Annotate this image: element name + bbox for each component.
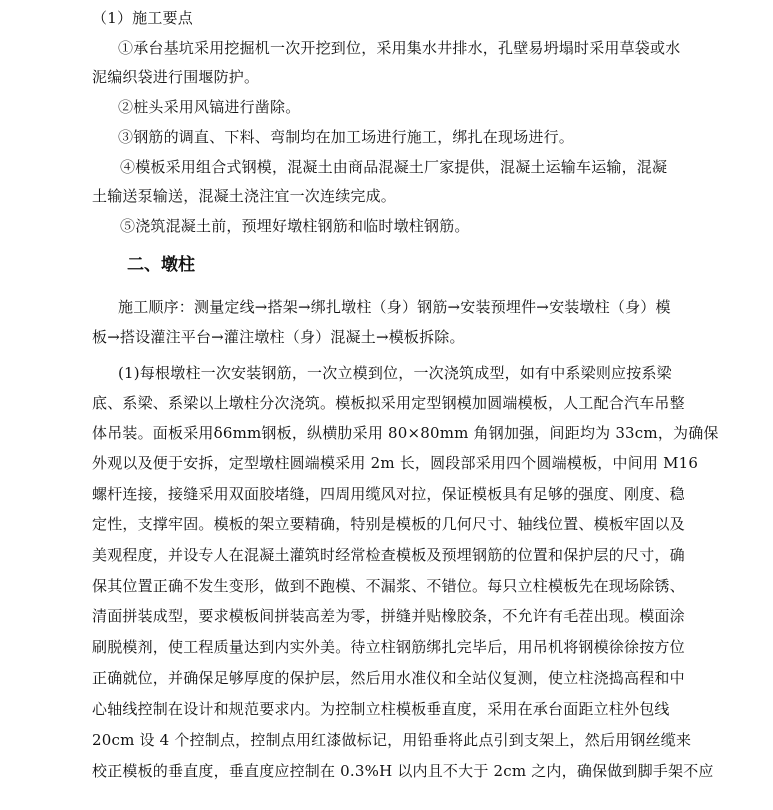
item-4-line-2: 土输送泵输送，混凝土浇注宜一次连续完成。 bbox=[92, 187, 397, 205]
para-line: 体吊装。面板采用δ6mm钢板，纵横肋采用 80×80mm 角钢加强，间距均为 33cm，为确保 bbox=[92, 424, 719, 442]
para-line: 正确就位，并确保足够厚度的保护层，然后用水准仪和全站仪复测，使立柱浇捣高程和中 bbox=[92, 669, 685, 687]
para-line: 清面拼装成型，要求模板间拼装高差为零，拼缝并贴橡胶条，不允许有毛茬出现。模面涂 bbox=[92, 607, 685, 625]
para-line: 外观以及便于安拆，定型墩柱圆端模采用 2m 长，圆段部采用四个圆端模板，中间用 M16 bbox=[92, 454, 699, 472]
item-2-line-1: ②桩头采用风镐进行凿除。 bbox=[118, 98, 301, 116]
item-5-line-1: ⑤浇筑混凝土前，预埋好墩柱钢筋和临时墩柱钢筋。 bbox=[120, 217, 470, 235]
para-line: 螺杆连接，接缝采用双面胶堵缝，四周用缆风对拉，保证模板具有足够的强度、刚度、稳 bbox=[92, 485, 685, 503]
para-line: 底、系梁、系梁以上墩柱分次浇筑。模板拟采用定型钢模加圆端模板，人工配合汽车吊整 bbox=[92, 394, 685, 412]
para-line: 20cm 设 4 个控制点，控制点用红漆做标记，用铅垂将此点引到支架上，然后用钢丝缆来 bbox=[92, 731, 692, 749]
item-1-line-1: ①承台基坑采用挖掘机一次开挖到位，采用集水井排水，孔壁易坍塌时采用草袋或水 bbox=[118, 39, 681, 57]
para-line: 保其位置正确不发生变形，做到不跑模、不漏浆、不错位。每只立柱模板先在现场除锈、 bbox=[92, 577, 685, 595]
para-line: (1)每根墩柱一次安装钢筋，一次立模到位，一次浇筑成型，如有中系梁则应按系梁 bbox=[118, 364, 672, 382]
para-line: 定性，支撑牢固。模板的架立要精确，特别是模板的几何尺寸、轴线位置、模板牢固以及 bbox=[92, 515, 685, 533]
item-4-line-1: ④模板采用组合式钢模，混凝土由商品混凝土厂家提供，混凝土运输车运输，混凝 bbox=[120, 158, 668, 176]
item-1-line-2: 泥编织袋进行围堰防护。 bbox=[92, 68, 260, 86]
section-title: 二、墩柱 bbox=[127, 255, 195, 275]
item-3-line-1: ③钢筋的调直、下料、弯制均在加工场进行施工，绑扎在现场进行。 bbox=[118, 128, 575, 146]
para-line: 心轴线控制在设计和规范要求内。为控制立柱模板垂直度，采用在承台面距立柱外包线 bbox=[92, 700, 670, 718]
para-line: 刷脱模剂，使工程质量达到内实外美。待立柱钢筋绑扎完毕后，用吊机将钢模徐徐按方位 bbox=[92, 638, 685, 656]
sequence-line-1: 施工顺序：测量定线→搭架→绑扎墩柱（身）钢筋→安装预埋件→安装墩柱（身）模 bbox=[118, 298, 671, 316]
para-line: 校正模板的垂直度，垂直度应控制在 0.3%H 以内且不大于 2cm 之内，确保做到脚手架不应 bbox=[92, 762, 714, 780]
sequence-line-2: 板→搭设灌注平台→灌注墩柱（身）混凝土→模板拆除。 bbox=[92, 328, 465, 346]
para-line: 美观程度，并设专人在混凝土灌筑时经常检查模板及预埋钢筋的位置和保护层的尺寸，确 bbox=[92, 546, 685, 564]
section-heading: （1）施工要点 bbox=[92, 9, 193, 27]
